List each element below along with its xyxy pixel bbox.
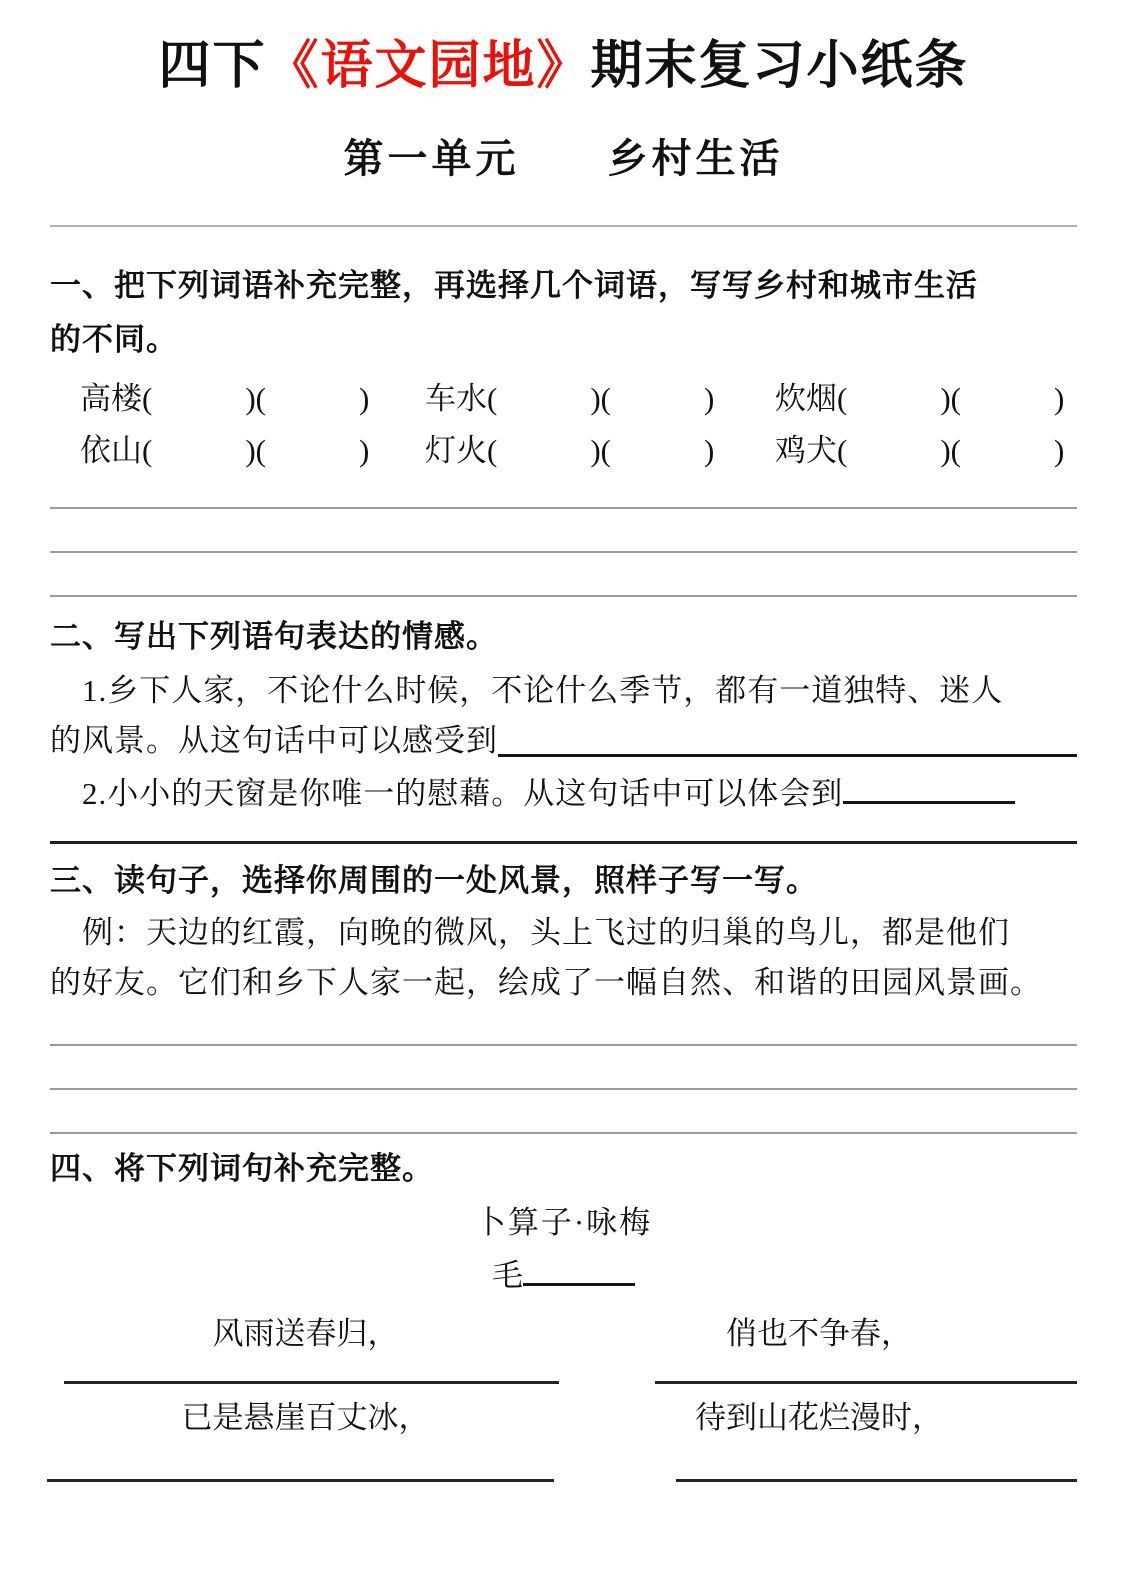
- word-fill-cell: 车水( )( ): [425, 381, 715, 416]
- answer-line: [50, 1132, 1077, 1134]
- answer-line: [50, 551, 1077, 553]
- word-fill-row: [50, 373, 1077, 425]
- poem-author-prefix: 毛: [492, 1258, 523, 1293]
- title-suffix: 期末复习小纸条: [590, 37, 969, 95]
- word-fill-cell: 依山( )( ): [80, 433, 370, 468]
- verse-row-2: [50, 1393, 1077, 1443]
- answer-line: [50, 595, 1077, 597]
- worksheet-subtitle: 第一单元 乡村生活: [343, 137, 784, 181]
- section-one-heading-line1: 一、把下列词语补充完整，再选择几个词语，写写乡村和城市生活: [50, 268, 978, 303]
- verse-answer-blank: [655, 1381, 1077, 1384]
- word-fill-cell: 炊烟( )( ): [775, 381, 1065, 416]
- verse-right-1: 俏也不争春，: [726, 1316, 912, 1351]
- question-1-line1: 1.乡下人家，不论什么时候，不论什么季节，都有一道独特、迷人: [82, 673, 1004, 708]
- verse-left-1: 风雨送春归，: [212, 1316, 399, 1351]
- section-four-heading: 四、将下列词句补充完整。: [50, 1151, 434, 1186]
- question-2: [50, 766, 1077, 819]
- answer-line: [50, 1088, 1077, 1090]
- answer-line: [50, 1044, 1077, 1046]
- section-three-heading: 三、读句子，选择你周围的一处风景，照样子写一写。: [50, 863, 818, 898]
- word-fill-row: [50, 425, 1077, 477]
- section-two-heading: 二、写出下列语句表达的情感。: [50, 619, 498, 654]
- title-prefix: 四下: [158, 37, 267, 95]
- verse-left-2: 已是悬崖百丈冰，: [181, 1400, 430, 1435]
- verse-answer-blank: [47, 1479, 554, 1482]
- word-fill-exercise: [50, 373, 1077, 477]
- verse-row-1: [50, 1309, 1077, 1359]
- word-fill-cell: 灯火( )( ): [425, 433, 715, 468]
- question-1-answer-blank: [498, 716, 1077, 757]
- section-one-heading-line2: 的不同。: [50, 322, 178, 357]
- example-sentence-line1: 例：天边的红霞，向晚的微风，头上飞过的归巢的鸟儿，都是他们: [82, 915, 1010, 950]
- title-highlight: 《语文园地》: [266, 37, 591, 95]
- question-1-text: 的风景。从这句话中可以感受到: [50, 723, 498, 758]
- poem-author-line: [50, 1248, 1077, 1301]
- poem-title: 卜算子·咏梅: [474, 1205, 653, 1240]
- verse-right-2: 待到山花烂漫时，: [695, 1400, 943, 1435]
- answer-line: [50, 507, 1077, 509]
- word-fill-cell: 鸡犬( )( ): [775, 433, 1065, 468]
- header-divider-line: [50, 225, 1077, 227]
- poem-author-blank: [523, 1248, 635, 1286]
- word-fill-cell: 高楼( )( ): [80, 381, 370, 416]
- verse-answer-blank: [64, 1381, 559, 1384]
- example-sentence-line2: 的好友。它们和乡下人家一起，绘成了一幅自然、和谐的田园风景画。: [50, 965, 1042, 1000]
- section-divider-line: [50, 841, 1077, 844]
- worksheet-title: [50, 35, 1077, 97]
- question-2-answer-blank: [843, 766, 1015, 804]
- verse-answer-blank: [676, 1479, 1077, 1482]
- section-one-heading: [50, 259, 1077, 367]
- question-2-text: 2.小小的天窗是你唯一的慰藉。从这句话中可以体会到: [82, 776, 844, 811]
- question-1-line2: [50, 716, 1077, 766]
